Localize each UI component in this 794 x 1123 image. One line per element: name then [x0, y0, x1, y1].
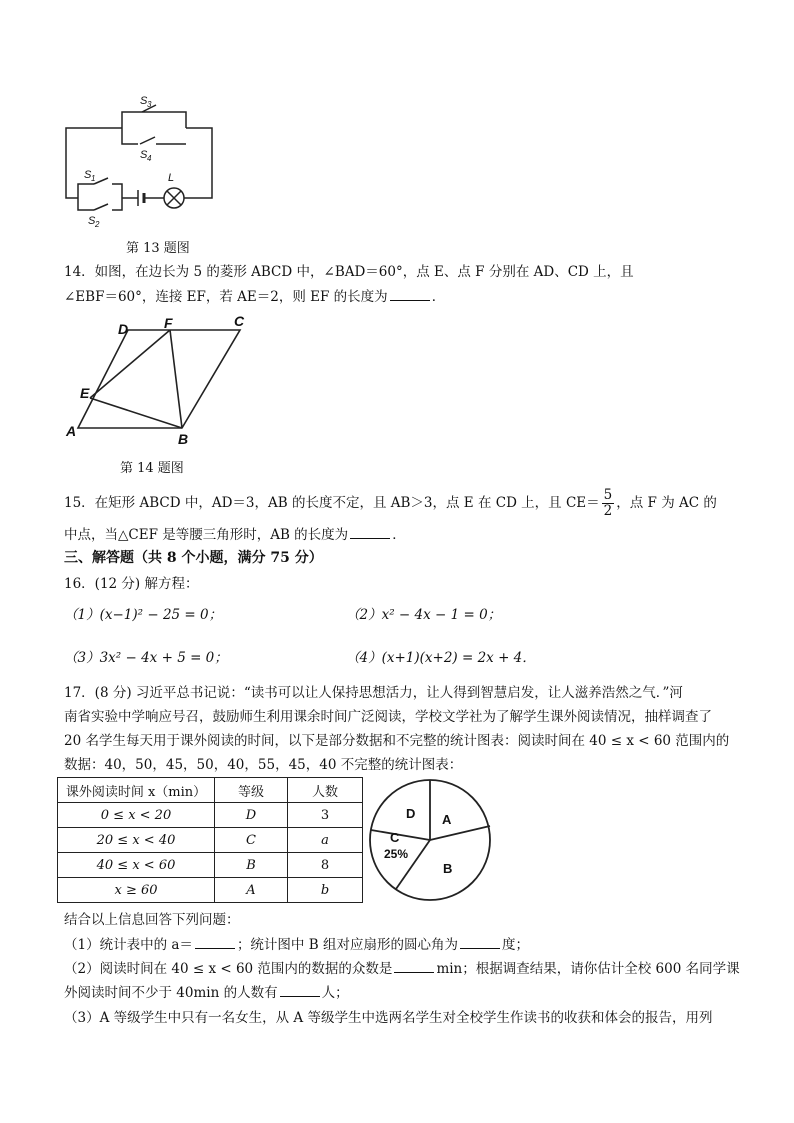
q17-line3: 20 名学生每天用于课外阅读的时间，以下是部分数据和不完整的统计图表：阅读时间在 40 ≤ x < 60 范围内的 — [64, 733, 730, 749]
q15-answer-blank — [350, 524, 390, 539]
q15-fraction-denominator: 2 — [603, 503, 613, 519]
q15-line1: 15．在矩形 ABCD 中，AD＝3，AB 的长度不定，且 AB＞3，点 E 在 CD 上，且 CE＝ $\frac{5}{2}$ ，点 F 为 AC 的 — [64, 487, 717, 519]
vertex-f: F — [164, 315, 173, 331]
q17-blank-count — [280, 982, 320, 997]
table-header-row — [58, 778, 363, 803]
table-row — [58, 878, 363, 903]
pie-label-a: A — [442, 812, 452, 827]
table-cell: B — [215, 853, 288, 878]
circuit-diagram — [60, 92, 220, 232]
table-cell: A — [215, 878, 288, 903]
q16-eq3: （3）3x² − 4x + 5 = 0； — [64, 650, 228, 666]
table-header: 课外阅读时间 x（min） — [58, 778, 215, 803]
vertex-a: A — [66, 423, 77, 439]
pie-label-c-percent: 25% — [384, 847, 409, 861]
vertex-c: C — [234, 313, 245, 329]
q14-answer-blank — [390, 286, 430, 301]
q17-sub3: （3）A 等级学生中只有一名女生，从 A 等级学生中选两名学生对全校学生作读书的收获和体会的报告，用列 — [64, 1010, 713, 1026]
table-row — [58, 803, 363, 828]
q17-line2: 南省实验中学响应号召，鼓励师生利用课余时间广泛阅读，学校文学社为了解学生课外阅读情况，抽样调查了 — [64, 709, 712, 725]
vertex-b: B — [178, 431, 189, 447]
q15-fraction-numerator: 5 — [603, 487, 613, 503]
vertex-e: E — [80, 385, 90, 401]
table-cell: x ≥ 60 — [58, 878, 215, 903]
q17-sub2: （2）阅读时间在 40 ≤ x < 60 范围内的数据的众数是 min；根据调查结果，请你估计全校 600 名同学课 — [64, 958, 740, 979]
label-s3: S — [140, 95, 148, 107]
table-cell: 3 — [288, 803, 363, 828]
label-lamp: L — [168, 172, 175, 184]
svg-text:4: 4 — [147, 154, 152, 163]
table-cell: b — [288, 878, 363, 903]
reading-pie-chart — [364, 776, 496, 904]
q17-blank-angle — [460, 934, 500, 949]
q17-blank-mode — [394, 958, 434, 973]
pie-label-b: B — [443, 861, 453, 876]
rhombus-diagram — [62, 312, 262, 452]
q17-line1: 17．(8 分) 习近平总书记说：“读书可以让人保持思想活力，让人得到智慧启发，让人滋养浩然之气．”河 — [64, 685, 683, 701]
table-cell: C — [215, 828, 288, 853]
table-cell: D — [215, 803, 288, 828]
table-cell: 20 ≤ x < 40 — [58, 828, 215, 853]
pie-label-c: C — [390, 830, 400, 845]
table-cell: 8 — [288, 853, 363, 878]
table-row — [58, 853, 363, 878]
q17-followup: 结合以上信息回答下列问题： — [64, 912, 240, 928]
svg-text:1: 1 — [91, 174, 96, 183]
pie-label-d: D — [406, 806, 416, 821]
fig14-caption: 第 14 题图 — [120, 461, 184, 476]
q15-line2: 中点，当△CEF 是等腰三角形时，AB 的长度为 ． — [64, 524, 406, 545]
q17-sub1: （1）统计表中的 a＝ ；统计图中 B 组对应扇形的圆心角为 度； — [64, 934, 529, 955]
svg-text:2: 2 — [95, 220, 100, 229]
reading-time-table — [57, 777, 363, 903]
label-s2: S — [88, 215, 96, 227]
table-cell: 40 ≤ x < 60 — [58, 853, 215, 878]
q16-eq1: （1）(x−1)² − 25 = 0； — [64, 607, 223, 623]
label-s1: S — [84, 169, 92, 181]
q17-sub2-cont: 外阅读时间不少于 40min 的人数有 人； — [64, 982, 349, 1003]
fig13-caption: 第 13 题图 — [126, 241, 190, 256]
section3-heading: 三、解答题（共 8 个小题，满分 75 分） — [64, 550, 323, 566]
table-cell: a — [288, 828, 363, 853]
q14-line1: 14．如图，在边长为 5 的菱形 ABCD 中，∠BAD＝60°，点 E、点 F 分别在 AD、CD 上，且 — [64, 264, 634, 280]
q17-line4: 数据：40，50，45，50，40，55，45，40 不完整的统计图表： — [64, 757, 463, 773]
table-row — [58, 828, 363, 853]
q14-line2: ∠EBF＝60°，连接 EF，若 AE＝2，则 EF 的长度为 ． — [64, 286, 445, 307]
label-s4: S — [140, 149, 148, 161]
vertex-d: D — [118, 321, 129, 337]
table-header: 等级 — [215, 778, 288, 803]
q16-eq2: （2）x² − 4x − 1 = 0； — [346, 607, 502, 623]
q16-eq4: （4）(x+1)(x+2) = 2x + 4． — [346, 650, 536, 666]
q16-intro: 16．(12 分) 解方程： — [64, 576, 199, 592]
q17-blank-a — [195, 934, 235, 949]
svg-text:3: 3 — [147, 100, 152, 109]
table-cell: 0 ≤ x < 20 — [58, 803, 215, 828]
table-header: 人数 — [288, 778, 363, 803]
